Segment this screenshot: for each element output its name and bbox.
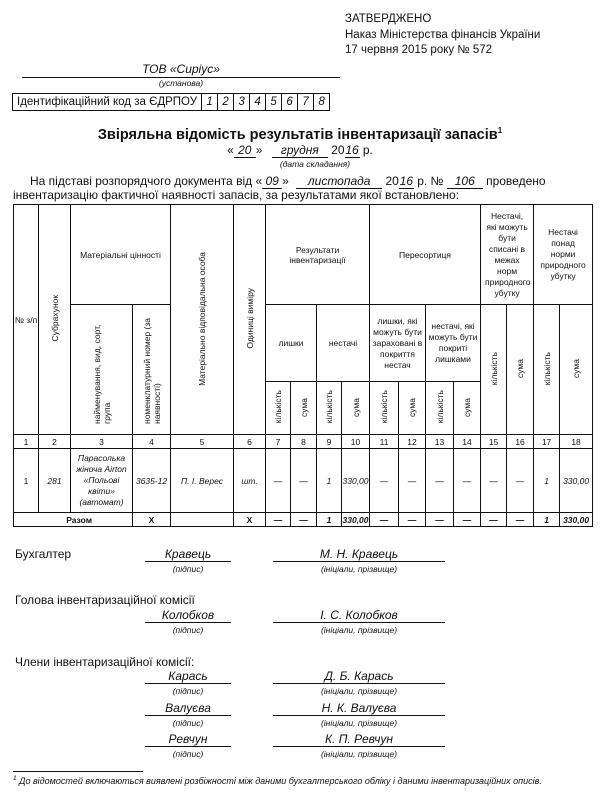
member-sign-caption: (підпис): [172, 686, 204, 696]
column-number: 5: [171, 435, 234, 449]
row-item-name: Парасолька жіноча Airton «Польові квіти» (автомат): [71, 449, 133, 513]
header-material: Матеріальні цінності: [71, 205, 171, 305]
header-natural-sum-text: сума: [515, 359, 526, 378]
total-c8: —: [291, 513, 317, 527]
edrpou-digit: 6: [282, 94, 298, 111]
chair-name-caption: (ініціали, прізвище): [320, 625, 398, 635]
column-number: 12: [399, 435, 426, 449]
member-name: К. П. Ревчун: [273, 732, 445, 747]
approval-line-2: Наказ Міністерства фінансів України: [345, 28, 541, 41]
header-reg-shortage-sum-text: сума: [462, 397, 473, 417]
header-over-sum-text: сума: [571, 359, 582, 378]
basis-year-prefix: 20: [385, 174, 399, 188]
column-number: 2: [39, 435, 71, 449]
document-date: [0, 143, 600, 158]
basis-suffix: проведено: [482, 174, 546, 188]
date-month: грудня: [272, 143, 328, 158]
header-unit-text: Одиниці виміру: [244, 288, 255, 349]
basis-number: 106: [447, 174, 483, 189]
column-number: 11: [370, 435, 399, 449]
edrpou-label: Ідентифікаційний код за ЄДРПОУ: [13, 94, 202, 111]
column-number: 1: [14, 435, 39, 449]
header-results: Результати інвентаризації: [266, 205, 370, 305]
date-year-end: р.: [359, 143, 373, 157]
total-x-1: X: [133, 513, 171, 527]
total-c12: —: [399, 513, 426, 527]
row-c12: —: [399, 449, 426, 513]
row-c13: —: [426, 449, 454, 513]
total-c7: —: [266, 513, 291, 527]
row-person: П. І. Верес: [171, 449, 234, 513]
member-name-caption: (ініціали, прізвище): [320, 749, 398, 759]
column-numbers-row: [14, 435, 593, 449]
row-c14: —: [454, 449, 481, 513]
member-signature: Валуєва: [145, 701, 231, 716]
basis-day: 09: [262, 174, 282, 189]
header-reg-surplus-qty: [370, 382, 399, 435]
total-c18: 330,00: [560, 513, 593, 527]
date-year: 16: [345, 143, 359, 157]
edrpou-digit: 1: [202, 94, 218, 111]
document-title-text: Звіряльна відомість результатів інвентаризації запасів: [97, 126, 498, 143]
approval-line-1: ЗАТВЕРДЖЕНО: [345, 13, 432, 25]
header-shortage-sum: [342, 382, 370, 435]
column-number: 8: [291, 435, 317, 449]
row-c9: 1: [317, 449, 342, 513]
header-over-qty-text: кількість: [541, 351, 552, 386]
chair-label: Голова інвентаризаційної комісії: [15, 593, 195, 607]
chair-signature: Колобков: [145, 608, 231, 623]
total-c16: —: [507, 513, 534, 527]
header-person-text: Матеріально відповідальна особа: [197, 251, 208, 386]
total-c13: —: [426, 513, 454, 527]
header-reg-shortage-qty-text: кількість: [434, 390, 445, 424]
date-year-prefix: 20: [331, 143, 345, 157]
total-c15: —: [481, 513, 507, 527]
total-c17: 1: [534, 513, 560, 527]
edrpou-digit: 4: [250, 94, 266, 111]
column-number: 3: [71, 435, 133, 449]
basis-quote-close: »: [282, 174, 289, 188]
header-reg-surplus-sum-text: сума: [407, 397, 418, 417]
approval-line-3: 17 червня 2015 року № 572: [345, 44, 493, 56]
inventory-table: [13, 204, 593, 527]
header-subaccount-text: Субрахунок: [49, 295, 60, 342]
header-over-qty: [534, 305, 560, 435]
approval-block: [345, 12, 540, 59]
header-nomenclature-text: номенклатурний номер (за наявності): [141, 317, 162, 424]
header-person: [171, 205, 234, 435]
row-c16: —: [507, 449, 534, 513]
header-regrading: Пересортиця: [370, 205, 481, 305]
accountant-sign-caption: (підпис): [172, 564, 204, 574]
basis-month: листопада: [296, 174, 382, 189]
header-item-name: [71, 305, 133, 435]
edrpou-digit: 2: [218, 94, 234, 111]
member-name: Н. К. Валуєва: [273, 701, 445, 716]
column-number: 7: [266, 435, 291, 449]
member-sign-caption: (підпис): [172, 749, 204, 759]
member-signature: Карась: [145, 669, 231, 684]
row-unit: шт.: [234, 449, 266, 513]
basis-line-1: [30, 174, 590, 189]
edrpou-digit: 8: [314, 94, 330, 111]
member-name-caption: (ініціали, прізвище): [320, 718, 398, 728]
total-label: Разом: [14, 513, 133, 527]
member-name: Д. Б. Карась: [273, 669, 445, 684]
edrpou-digit: 7: [298, 94, 314, 111]
total-c11: —: [370, 513, 399, 527]
column-number: 10: [342, 435, 370, 449]
header-over-sum: [560, 305, 593, 435]
edrpou-digit: 3: [234, 94, 250, 111]
header-item-name-text: найменування, вид, сорт, група: [91, 324, 112, 424]
row-c17: 1: [534, 449, 560, 513]
column-number: 15: [481, 435, 507, 449]
chair-name: І. С. Колобков: [273, 608, 445, 623]
column-number: 14: [454, 435, 481, 449]
footnote-mark: 1: [13, 775, 17, 782]
header-reg-shortage-sum: [454, 382, 481, 435]
column-number: 4: [133, 435, 171, 449]
footnote-marker: 1: [497, 126, 503, 135]
basis-line-2: інвентаризацію фактичної наявності запасів, за результатами якої встановлено:: [13, 188, 459, 202]
header-natural-qty-text: кількість: [488, 351, 499, 386]
header-reg-surplus-qty-text: кількість: [379, 390, 390, 424]
column-number: 9: [317, 435, 342, 449]
total-row: [14, 513, 593, 527]
row-c8: —: [291, 449, 317, 513]
basis-prefix: На підставі розпорядчого документа від «: [30, 174, 263, 188]
total-empty: [171, 513, 234, 527]
footnote-separator: [13, 771, 143, 772]
basis-number-label: р. №: [413, 174, 447, 188]
header-natural-qty: [481, 305, 507, 435]
header-shortage: нестачі: [317, 305, 370, 382]
member-name-caption: (ініціали, прізвище): [320, 686, 398, 696]
members-label: Члени інвентаризаційної комісії:: [15, 655, 195, 669]
date-quote-close: »: [255, 143, 263, 157]
basis-year: 16: [399, 174, 414, 188]
row-subaccount: 281: [39, 449, 71, 513]
member-signature: Ревчун: [145, 732, 231, 747]
row-c11: —: [370, 449, 399, 513]
total-c9: 1: [317, 513, 342, 527]
row-nomenclature: 3635-12: [133, 449, 171, 513]
header-subaccount: [39, 205, 71, 435]
accountant-signature: Кравець: [145, 547, 231, 562]
member-sign-caption: (підпис): [172, 718, 204, 728]
header-surplus-qty-text: кількість: [273, 390, 284, 424]
edrpou-digit: 5: [266, 94, 282, 111]
header-surplus: лишки: [266, 305, 317, 382]
header-regrading-surplus: лишки, які можуть бути зараховані в покриття нестач: [370, 305, 426, 382]
header-natural-sum: [507, 305, 534, 435]
total-x-2: X: [234, 513, 266, 527]
header-shortage-qty-text: кількість: [324, 390, 335, 424]
chair-sign-caption: (підпис): [172, 625, 204, 635]
header-no: № з/п: [14, 205, 39, 435]
row-c7: —: [266, 449, 291, 513]
total-c10: 330,00: [342, 514, 369, 525]
edrpou-code-table: [12, 93, 330, 111]
document-title: [0, 126, 600, 143]
header-surplus-sum: [291, 382, 317, 435]
date-quote-open: «: [227, 143, 234, 157]
column-number: 16: [507, 435, 534, 449]
header-regrading-shortage: нестачі, які можуть бути покриті лишками: [426, 305, 481, 382]
table-row: [14, 449, 593, 513]
date-day: 20: [234, 143, 256, 158]
organization-caption: (установа): [158, 78, 204, 88]
column-number: 17: [534, 435, 560, 449]
organization-name: ТОВ «Сиріус»: [22, 62, 340, 78]
header-shortage-qty: [317, 382, 342, 435]
row-no: 1: [14, 449, 39, 513]
date-caption: (дата складання): [279, 159, 351, 169]
row-c15: —: [481, 449, 507, 513]
header-surplus-sum-text: сума: [298, 397, 309, 417]
column-number: 18: [560, 435, 593, 449]
footnote-text: До відомостей включаються виявлені розбіжності між даними бухгалтерського обліку і даними інвентаризаційних описів.: [16, 776, 542, 786]
accountant-name-caption: (ініціали, прізвище): [320, 564, 398, 574]
header-reg-shortage-qty: [426, 382, 454, 435]
column-number: 13: [426, 435, 454, 449]
total-c14: —: [454, 513, 481, 527]
row-c10: 330,00: [342, 449, 370, 513]
footnote: [13, 775, 542, 786]
header-unit: [234, 205, 266, 435]
row-c18: 330,00: [560, 449, 593, 513]
header-surplus-qty: [266, 382, 291, 435]
header-natural-loss: Нестачі, які можуть бути списані в межах норм природного убутку: [481, 205, 534, 305]
accountant-name: М. Н. Кравець: [273, 547, 445, 562]
header-over-norm: Нестачі понад норми природного убутку: [534, 205, 593, 305]
header-nomenclature: [133, 305, 171, 435]
accountant-label: Бухгалтер: [15, 547, 72, 561]
column-number: 6: [234, 435, 266, 449]
header-shortage-sum-text: сума: [350, 397, 361, 417]
header-reg-surplus-sum: [399, 382, 426, 435]
